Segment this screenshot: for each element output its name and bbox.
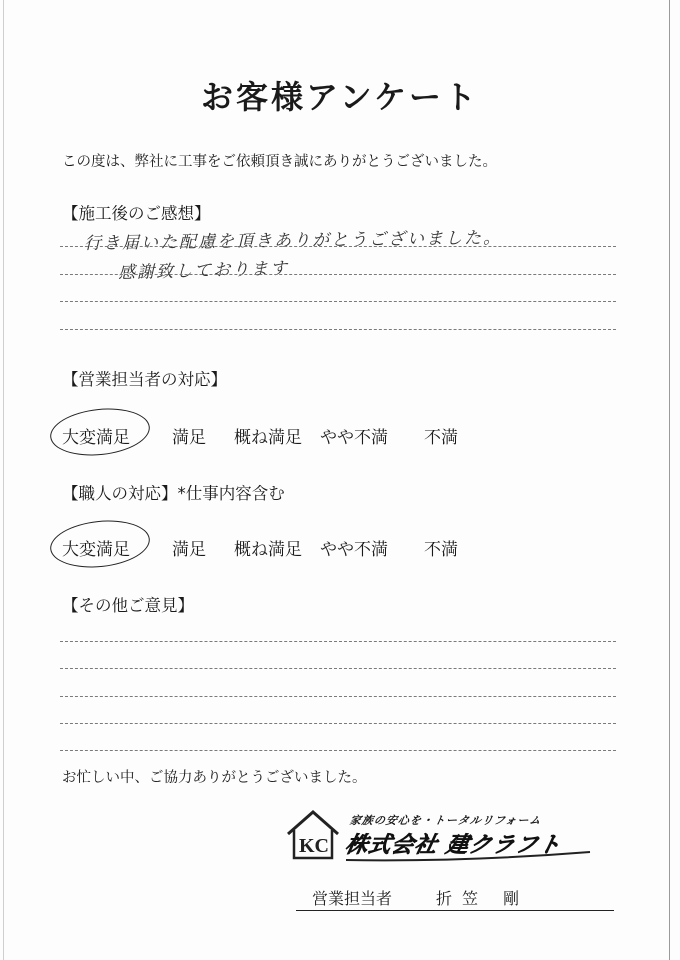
rating-option-label: 大変満足 <box>62 428 130 448</box>
craftsmen-rating-row <box>62 535 622 565</box>
other-heading: 【その他ご意見】 <box>62 596 194 615</box>
company-logo <box>284 808 614 868</box>
rating-option-somewhat-dissatisfied[interactable] <box>320 535 388 560</box>
page-edge-right <box>669 0 670 960</box>
house-logo-icon <box>284 808 342 862</box>
closing-text: お忙しい中、ご協力ありがとうございました。 <box>62 770 367 786</box>
logo-swoosh-icon <box>344 850 594 864</box>
write-line <box>60 668 616 669</box>
write-line <box>60 329 616 330</box>
write-line <box>60 274 616 275</box>
rating-option-label: 大変満足 <box>62 540 130 560</box>
rating-option-label: 概ね満足 <box>234 540 302 560</box>
rating-option-very-satisfied[interactable] <box>62 535 130 560</box>
impression-heading: 【施工後のご感想】 <box>62 204 211 223</box>
page-edge-left <box>3 0 4 960</box>
representative-label: 営業担当者 <box>312 889 393 908</box>
rating-option-satisfied[interactable] <box>172 423 206 448</box>
write-line <box>60 301 616 302</box>
sales-rating-row <box>62 423 622 453</box>
representative-name: 折笠 剛 <box>436 889 530 908</box>
rating-option-very-satisfied[interactable] <box>62 423 130 448</box>
rating-option-label: 概ね満足 <box>234 428 302 448</box>
intro-text: この度は、弊社に工事をご依頼頂き誠にありがとうございました。 <box>62 154 497 170</box>
rating-option-label: 不満 <box>424 428 458 448</box>
logo-initials: KC <box>299 835 329 857</box>
rating-option-dissatisfied[interactable] <box>424 423 458 448</box>
write-line <box>60 723 616 724</box>
rating-option-label: 不満 <box>424 540 458 560</box>
write-line <box>60 696 616 697</box>
page-title: お客様アンケート <box>200 78 480 116</box>
rating-option-label: 満足 <box>172 540 206 560</box>
rating-option-mostly-satisfied[interactable] <box>234 423 302 448</box>
representative-line <box>296 886 614 912</box>
signature-underline <box>296 910 614 911</box>
rating-option-satisfied[interactable] <box>172 535 206 560</box>
handwritten-comment-line-1: 行き届いた配慮を頂きありがとうございました。 <box>83 228 503 254</box>
rating-option-dissatisfied[interactable] <box>424 535 458 560</box>
rating-option-label: やや不満 <box>320 540 388 560</box>
handwritten-circle-mark <box>48 404 152 460</box>
rating-option-mostly-satisfied[interactable] <box>234 535 302 560</box>
company-name: 株式会社 建クラフト <box>342 833 564 858</box>
write-line <box>60 641 616 642</box>
company-tagline: 家族の安心を・トータルリフォーム <box>348 814 543 827</box>
handwritten-comment-line-2: 感謝致しております <box>117 258 290 284</box>
write-line <box>60 246 616 247</box>
rating-option-label: 満足 <box>172 428 206 448</box>
rating-option-label: やや不満 <box>320 428 388 448</box>
rating-option-somewhat-dissatisfied[interactable] <box>320 423 388 448</box>
craftsmen-heading: 【職人の対応】*仕事内容含む <box>62 484 285 503</box>
handwritten-circle-mark <box>48 516 152 572</box>
write-line <box>60 750 616 751</box>
sales-heading: 【営業担当者の対応】 <box>62 370 227 389</box>
